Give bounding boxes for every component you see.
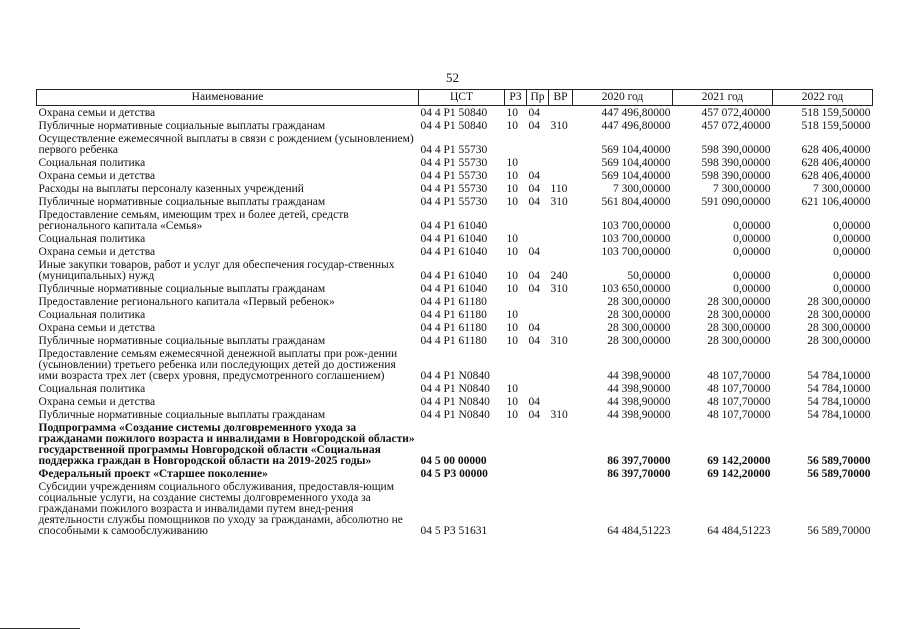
cell-2021: 48 107,70000 xyxy=(707,383,771,395)
cell-2020: 103 700,00000 xyxy=(601,220,671,232)
cell-2021: 28 300,00000 xyxy=(707,322,771,334)
cell-vr xyxy=(549,233,573,246)
cell-rz xyxy=(505,481,527,538)
cell-pr: 04 xyxy=(528,409,540,421)
cell-name: Осуществление ежемесячной выплаты в связи с рождением (усыновлением) первого ребенка xyxy=(38,133,414,156)
cell-pr xyxy=(527,348,549,383)
cell-2020: 28 300,00000 xyxy=(607,322,671,334)
cell-2021: 0,00000 xyxy=(733,283,771,295)
cell-2021: 598 390,00000 xyxy=(701,157,771,169)
cell-2020: 569 104,40000 xyxy=(601,157,671,169)
cell-cst: 04 4 P1 61180 xyxy=(420,335,487,347)
cell-name: Предоставление регионального капитала «Первый ребенок» xyxy=(38,296,335,308)
cell-vr xyxy=(549,106,573,121)
cell-2021: 64 484,51223 xyxy=(707,525,771,537)
header-2021: 2021 год xyxy=(673,90,773,106)
table-row xyxy=(37,170,873,183)
cell-2021: 591 090,00000 xyxy=(701,196,771,208)
cell-vr: 240 xyxy=(550,270,568,282)
cell-2020: 103 700,00000 xyxy=(601,246,671,258)
table-body xyxy=(37,106,873,539)
cell-cst: 04 4 P1 N0840 xyxy=(420,370,490,382)
cell-name: Публичные нормативные социальные выплаты гражданам xyxy=(38,196,326,208)
cell-rz xyxy=(505,296,527,309)
cell-pr xyxy=(527,422,549,468)
cell-name: Публичные нормативные социальные выплаты гражданам xyxy=(38,120,326,132)
cell-2021: 48 107,70000 xyxy=(707,396,771,408)
cell-rz: 10 xyxy=(506,409,518,421)
cell-vr: 310 xyxy=(550,120,568,132)
header-rz: РЗ xyxy=(505,90,527,106)
table-row xyxy=(37,106,873,121)
cell-name: Иные закупки товаров, работ и услуг для обеспечения государ-ственных (муниципальных) нужд xyxy=(38,259,395,282)
cell-rz xyxy=(505,422,527,468)
table-row xyxy=(37,468,873,481)
cell-vr xyxy=(549,309,573,322)
cell-2022: 56 589,70000 xyxy=(807,455,871,467)
cell-rz: 10 xyxy=(506,107,518,119)
table-row xyxy=(37,322,873,335)
cell-2020: 44 398,90000 xyxy=(607,409,671,421)
cell-2022: 518 159,50000 xyxy=(801,120,871,132)
cell-name: Социальная политика xyxy=(38,309,146,321)
header-2020: 2020 год xyxy=(573,90,673,106)
cell-rz: 10 xyxy=(506,396,518,408)
cell-rz: 10 xyxy=(506,233,518,245)
cell-cst: 04 4 P1 55730 xyxy=(420,196,488,208)
table-row xyxy=(37,296,873,309)
cell-2021: 28 300,00000 xyxy=(707,296,771,308)
cell-2021: 457 072,40000 xyxy=(701,120,771,132)
table-row xyxy=(37,309,873,322)
cell-name: Расходы на выплаты персоналу казенных учреждений xyxy=(38,183,304,195)
cell-name: Публичные нормативные социальные выплаты гражданам xyxy=(38,335,326,347)
cell-cst: 04 4 P1 N0840 xyxy=(420,396,490,408)
table-header-row xyxy=(37,90,873,106)
cell-vr xyxy=(549,422,573,468)
cell-rz: 10 xyxy=(506,170,518,182)
cell-rz xyxy=(505,468,527,481)
cell-2022: 628 406,40000 xyxy=(801,170,871,182)
cell-rz xyxy=(505,348,527,383)
cell-2022: 0,00000 xyxy=(833,270,871,282)
cell-cst: 04 4 P1 55730 xyxy=(420,170,488,182)
cell-2021: 28 300,00000 xyxy=(707,335,771,347)
table-row xyxy=(37,133,873,157)
cell-pr xyxy=(527,209,549,233)
cell-rz: 10 xyxy=(506,246,518,258)
cell-rz: 10 xyxy=(506,183,518,195)
cell-2020: 86 397,70000 xyxy=(607,455,671,467)
cell-2021: 28 300,00000 xyxy=(707,309,771,321)
cell-pr: 04 xyxy=(528,196,540,208)
cell-rz xyxy=(505,209,527,233)
cell-name: Публичные нормативные социальные выплаты гражданам xyxy=(38,409,326,421)
cell-2022: 28 300,00000 xyxy=(807,322,871,334)
cell-pr xyxy=(527,309,549,322)
cell-2020: 44 398,90000 xyxy=(607,383,671,395)
header-pr: Пр xyxy=(527,90,549,106)
cell-2020: 447 496,80000 xyxy=(601,120,671,132)
cell-name: Охрана семьи и детства xyxy=(38,107,156,119)
cell-name: Социальная политика xyxy=(38,383,146,395)
table-row xyxy=(37,409,873,422)
table-row xyxy=(37,396,873,409)
cell-vr xyxy=(549,383,573,396)
cell-2022: 7 300,00000 xyxy=(813,183,871,195)
cell-rz: 10 xyxy=(506,322,518,334)
cell-2020: 44 398,90000 xyxy=(607,370,671,382)
cell-name: Предоставление семьям ежемесячной денежной выплаты при рож-дении (усыновлении) третьего ребенка или последующих детей до достижения ими возраста трех лет (сверх уровня, предусмотренного соглашением) xyxy=(38,348,398,382)
cell-2020: 103 650,00000 xyxy=(601,283,671,295)
cell-pr xyxy=(527,296,549,309)
cell-2022: 54 784,10000 xyxy=(807,409,871,421)
cell-pr: 04 xyxy=(528,120,540,132)
cell-rz: 10 xyxy=(506,335,518,347)
cell-cst: 04 4 P1 55730 xyxy=(420,157,488,169)
cell-2021: 48 107,70000 xyxy=(707,370,771,382)
table-row xyxy=(37,233,873,246)
cell-pr: 04 xyxy=(528,283,540,295)
cell-2020: 64 484,51223 xyxy=(607,525,671,537)
cell-2022: 0,00000 xyxy=(833,246,871,258)
cell-rz: 10 xyxy=(506,383,518,395)
cell-vr xyxy=(549,157,573,170)
cell-2021: 0,00000 xyxy=(733,246,771,258)
cell-2021: 457 072,40000 xyxy=(701,107,771,119)
cell-2020: 28 300,00000 xyxy=(607,296,671,308)
cell-2020: 86 397,70000 xyxy=(607,468,671,480)
cell-name: Подпрограмма «Создание системы долговременного ухода за гражданами пожилого возраста и инвалидами в Новгородской области» государственной программы Новгородской области «Социальная поддержка граждан в Новгородской области на 2019-2025 годы» xyxy=(38,422,415,467)
cell-name: Социальная политика xyxy=(38,233,146,245)
cell-vr: 310 xyxy=(550,196,568,208)
cell-cst: 04 4 P1 61040 xyxy=(420,246,488,258)
cell-cst: 04 4 P1 N0840 xyxy=(420,383,490,395)
table-row xyxy=(37,348,873,383)
cell-2020: 561 804,40000 xyxy=(601,196,671,208)
cell-vr xyxy=(549,246,573,259)
cell-vr: 310 xyxy=(550,409,568,421)
cell-2022: 628 406,40000 xyxy=(801,144,871,156)
cell-2022: 628 406,40000 xyxy=(801,157,871,169)
cell-pr: 04 xyxy=(528,246,540,258)
cell-cst: 04 4 P1 61180 xyxy=(420,322,487,334)
table-row xyxy=(37,196,873,209)
cell-2021: 0,00000 xyxy=(733,233,771,245)
cell-2020: 569 104,40000 xyxy=(601,170,671,182)
cell-cst: 04 4 P1 N0840 xyxy=(420,409,490,421)
cell-vr: 310 xyxy=(550,335,568,347)
table-row xyxy=(37,422,873,468)
cell-cst: 04 5 P3 51631 xyxy=(420,525,488,537)
cell-2021: 69 142,20000 xyxy=(707,455,771,467)
cell-2021: 7 300,00000 xyxy=(713,183,771,195)
cell-2022: 621 106,40000 xyxy=(801,196,871,208)
header-cst: ЦСТ xyxy=(419,90,505,106)
cell-2021: 0,00000 xyxy=(733,220,771,232)
cell-cst: 04 4 P1 55730 xyxy=(420,144,488,156)
cell-pr: 04 xyxy=(528,335,540,347)
cell-2022: 518 159,50000 xyxy=(801,107,871,119)
cell-name: Охрана семьи и детства xyxy=(38,396,156,408)
cell-cst: 04 4 P1 61040 xyxy=(420,220,488,232)
cell-2020: 569 104,40000 xyxy=(601,144,671,156)
cell-pr xyxy=(527,233,549,246)
cell-name: Охрана семьи и детства xyxy=(38,246,156,258)
cell-2022: 54 784,10000 xyxy=(807,396,871,408)
table-row xyxy=(37,481,873,538)
cell-pr: 04 xyxy=(528,107,540,119)
cell-cst: 04 4 P1 61040 xyxy=(420,233,488,245)
table-row xyxy=(37,335,873,348)
cell-2022: 0,00000 xyxy=(833,283,871,295)
cell-cst: 04 4 P1 61180 xyxy=(420,296,487,308)
cell-2021: 598 390,00000 xyxy=(701,170,771,182)
cell-2022: 28 300,00000 xyxy=(807,335,871,347)
cell-2022: 54 784,10000 xyxy=(807,370,871,382)
cell-cst: 04 4 P1 50840 xyxy=(420,120,488,132)
cell-2020: 28 300,00000 xyxy=(607,309,671,321)
table-row xyxy=(37,183,873,196)
budget-table xyxy=(36,89,873,538)
header-vr: ВР xyxy=(549,90,573,106)
cell-name: Охрана семьи и детства xyxy=(38,170,156,182)
cell-vr xyxy=(549,133,573,157)
cell-2022: 56 589,70000 xyxy=(807,468,871,480)
cell-vr xyxy=(549,296,573,309)
cell-name: Охрана семьи и детства xyxy=(38,322,156,334)
cell-name: Социальная политика xyxy=(38,157,146,169)
cell-2020: 447 496,80000 xyxy=(601,107,671,119)
cell-cst: 04 5 P3 00000 xyxy=(420,468,488,480)
cell-name: Предоставление семьям, имеющим трех и более детей, средств регионального капитала «Семья» xyxy=(38,209,349,232)
cell-2022: 28 300,00000 xyxy=(807,309,871,321)
cell-pr xyxy=(527,468,549,481)
cell-2021: 48 107,70000 xyxy=(707,409,771,421)
cell-name: Федеральный проект «Старшее поколение» xyxy=(38,468,268,480)
cell-2022: 28 300,00000 xyxy=(807,296,871,308)
cell-pr: 04 xyxy=(528,322,540,334)
cell-2020: 44 398,90000 xyxy=(607,396,671,408)
cell-vr xyxy=(549,209,573,233)
cell-vr xyxy=(549,170,573,183)
table-row xyxy=(37,209,873,233)
cell-pr xyxy=(527,133,549,157)
table-row xyxy=(37,283,873,296)
cell-2021: 69 142,20000 xyxy=(707,468,771,480)
cell-name: Субсидии учреждениям социального обслуживания, предоставля-ющим социальные услуги, на создание системы долговременного ухода за гражданами пожилого возраста и инвалидами путем внед-рения деятельности службы помощников по уходу за гражданами, абсолютно не способными к самообслуживанию xyxy=(38,481,403,537)
table-row xyxy=(37,246,873,259)
cell-vr: 110 xyxy=(550,183,568,195)
cell-2022: 56 589,70000 xyxy=(807,525,871,537)
cell-cst: 04 5 00 00000 xyxy=(420,455,487,467)
cell-pr: 04 xyxy=(528,183,540,195)
cell-cst: 04 4 P1 61180 xyxy=(420,309,487,321)
table-row xyxy=(37,120,873,133)
table-row xyxy=(37,157,873,170)
cell-2022: 54 784,10000 xyxy=(807,383,871,395)
cell-vr xyxy=(549,348,573,383)
cell-pr: 04 xyxy=(528,270,540,282)
cell-cst: 04 4 P1 61040 xyxy=(420,270,488,282)
cell-2021: 598 390,00000 xyxy=(701,144,771,156)
cell-cst: 04 4 P1 61040 xyxy=(420,283,488,295)
cell-pr xyxy=(527,157,549,170)
cell-pr: 04 xyxy=(528,396,540,408)
cell-vr: 310 xyxy=(550,283,568,295)
cell-rz: 10 xyxy=(506,120,518,132)
table-row xyxy=(37,259,873,283)
cell-rz xyxy=(505,133,527,157)
cell-pr xyxy=(527,383,549,396)
cell-rz: 10 xyxy=(506,309,518,321)
cell-2020: 7 300,00000 xyxy=(613,183,671,195)
cell-rz: 10 xyxy=(506,196,518,208)
cell-vr xyxy=(549,481,573,538)
cell-rz: 10 xyxy=(506,157,518,169)
cell-2020: 28 300,00000 xyxy=(607,335,671,347)
cell-cst: 04 4 P1 50840 xyxy=(420,107,488,119)
cell-2021: 0,00000 xyxy=(733,270,771,282)
cell-name: Публичные нормативные социальные выплаты гражданам xyxy=(38,283,326,295)
table-row xyxy=(37,383,873,396)
cell-2022: 0,00000 xyxy=(833,220,871,232)
cell-vr xyxy=(549,322,573,335)
footnote-rule xyxy=(0,628,80,629)
cell-cst: 04 4 P1 55730 xyxy=(420,183,488,195)
cell-pr: 04 xyxy=(528,170,540,182)
header-2022: 2022 год xyxy=(773,90,873,106)
cell-pr xyxy=(527,481,549,538)
cell-2020: 103 700,00000 xyxy=(601,233,671,245)
cell-rz: 10 xyxy=(506,270,518,282)
header-name: Наименование xyxy=(37,90,419,106)
cell-vr xyxy=(549,396,573,409)
page-number: 52 xyxy=(446,70,459,85)
cell-2020: 50,00000 xyxy=(627,270,671,282)
cell-vr xyxy=(549,468,573,481)
cell-2022: 0,00000 xyxy=(833,233,871,245)
cell-rz: 10 xyxy=(506,283,518,295)
